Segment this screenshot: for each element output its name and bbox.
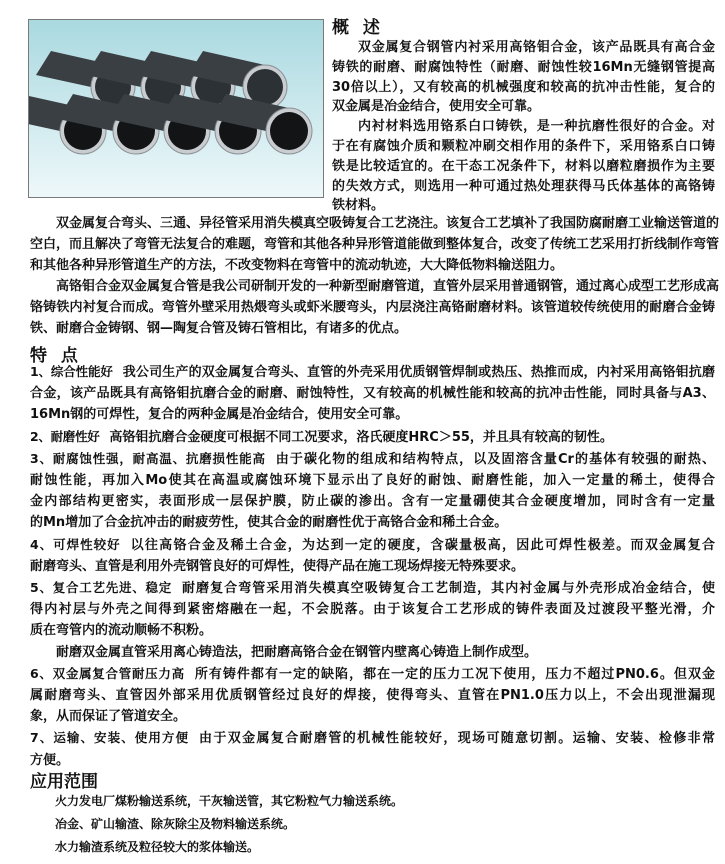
feature-item-line: 16Mn钢的可焊性，复合的两种金属是冶金结合，使用安全可靠。	[30, 407, 409, 423]
application-item: 水力输渣系统及粒径较大的浆体输送。	[55, 840, 260, 854]
features-heading: 特 点	[30, 346, 82, 366]
feature-label: 6、双金属复合管耐压力高	[30, 665, 185, 681]
overview-line: 双金属复合弯头、三通、异径管采用消失模真空吸铸复合工艺浇注。该复合工艺填补了我国防腐耐磨工业输送管道的	[56, 216, 720, 231]
feature-item-line: 耐蚀性能，再加入Mo使其在高温或腐蚀环境下显示出了良好的耐蚀、耐磨性能，加入一定量的稀土，使得合	[30, 473, 715, 489]
feature-item-line	[30, 534, 715, 556]
overview-line: 30倍以上），又有较高的机械强度和较高的抗冲击性能，复合的	[332, 79, 715, 95]
overview-line: 空白，而且解决了弯管无法复合的难题，弯管和其他各种异形管道能做到整体复合，改变了传统工艺采用打折线制作弯管	[30, 237, 720, 252]
feature-item-line	[30, 426, 715, 448]
applications-heading: 应用范围	[30, 772, 98, 792]
overview-line: 高铬钼合金双金属复合管是我公司研制开发的一种新型耐磨管道，直管外层采用普通钢管，通过离心成型工艺形成高	[56, 279, 720, 294]
feature-text: 所有铸件都有一定的缺陷，都在一定的压力工况下使用，压力不超过PN0.6。但双金	[194, 666, 715, 682]
overview-heading: 概 述	[332, 18, 384, 38]
feature-item-line: 金内部结构更密实，表面形成一层保护膜，防止碳的渗出。含有一定量硼使其合金硬度增加，同时含有一定量	[30, 494, 715, 510]
feature-item-line: 得内衬层与外壳之间得到紧密熔融在一起，不会脱落。由于该复合工艺形成的铸件表面及过渡段平整光滑，介	[30, 602, 715, 618]
overview-line: 铁是比较适宜的。在干态工况条件下，材料以磨粒磨损作为主要	[332, 158, 715, 174]
feature-item-line	[30, 448, 715, 470]
overview-line: 铁材料。	[332, 198, 385, 214]
application-item: 火力发电厂煤粉输送系统，干灰输送管，其它粉粒气力输送系统。	[55, 794, 404, 808]
overview-text	[332, 38, 715, 216]
overview-line: 和其他各种异形管道生产的方法，不改变物料在弯管中的流动轨迹，大大降低物料输送阻力。	[30, 258, 564, 273]
feature-text: 由于双金属复合耐磨管的机械性能较好，现场可随意切割。运输、安装、检修非常	[199, 731, 715, 747]
feature-label: 4、可焊性较好	[30, 536, 121, 552]
overview-line: 铬铸铁内衬复合而成。弯管外壁采用热煨弯头或虾米腰弯头，内层浇注高铬耐磨材料。该管道较传统使用的耐磨合金铸	[30, 300, 715, 315]
overview-line: 双金属是冶金结合，使用安全可靠。	[332, 99, 541, 115]
feature-item-line: 方便。	[30, 752, 70, 768]
overview-full-text	[30, 213, 720, 339]
feature-text: 耐磨复合弯管采用消失模真空吸铸复合工艺制造，其内衬金属与外壳形成冶金结合，使	[182, 581, 715, 597]
features-list	[30, 361, 715, 771]
feature-item-line: 合金，该产品既具有高铬钼抗磨合金的耐磨、耐蚀特性，又有较高的机械性能和较高的抗冲击性能，同时具备与A3、	[30, 386, 715, 402]
overview-line: 的失效方式，则选用一种可通过热处理获得马氏体基体的高铬铸	[332, 178, 715, 194]
overview-line: 于在有腐蚀介质和颗粒冲刷交相作用的条件下，采用铬系白口铸	[332, 138, 715, 154]
feature-text: 高铬钼抗磨合金硬度可根据不同工况要求，洛氏硬度HRC＞55，并且具有较高的韧性。	[109, 429, 613, 445]
feature-label: 3、耐腐蚀性强，耐高温、抗磨损性能高	[30, 450, 266, 466]
overview-line: 铸铁的耐磨、耐腐蚀特性（耐磨、耐蚀性较16Mn无缝钢管提高	[332, 59, 715, 75]
product-photo-bimetal-pipes	[28, 19, 324, 198]
overview-line: 铁、耐磨合金铸钢、钢—陶复合管及铸石管相比，有诸多的优点。	[30, 321, 408, 336]
feature-label: 1、综合性能好	[30, 364, 113, 379]
feature-note: 耐磨双金属直管采用离心铸造法，把耐磨高铬合金在钢管内壁离心铸造上制作成型。	[56, 644, 538, 660]
feature-item-line: 属耐磨弯头、直管因外部采用优质钢管经过良好的焊接，使得弯头、直管在PN1.0压力以上，不会出现泄漏现	[30, 688, 715, 704]
feature-text: 以往高铬合金及稀土合金，为达到一定的硬度，含碳量极高，因此可焊性极差。而双金属复合	[130, 537, 715, 553]
application-item: 冶金、矿山输渣、除灰除尘及物料输送系统。	[55, 817, 296, 831]
feature-item-line	[30, 663, 715, 685]
feature-item-line: 象，从而保证了管道安全。	[30, 709, 187, 725]
overview-line: 内衬材料选用铬系白口铸铁，是一种抗磨性很好的合金。对	[358, 119, 715, 135]
feature-text: 由于碳化物的组成和结构特点，以及固溶含量Cr的基体有较强的耐热、	[275, 451, 715, 467]
feature-item-line	[30, 727, 715, 749]
applications-list	[55, 790, 403, 859]
pipe-stack-illustration	[29, 20, 324, 198]
feature-label: 7、运输、安装、使用方便	[30, 730, 190, 746]
feature-item-line: 质在弯管内的流动顺畅不积粉。	[30, 623, 213, 639]
feature-label: 5、复合工艺先进、稳定	[30, 580, 172, 596]
feature-item-line	[30, 361, 715, 383]
feature-item-line: 的Mn增加了合金抗冲击的耐疲劳性，使其合金的耐磨性优于高铬合金和稀土合金。	[30, 515, 508, 531]
feature-label: 2、耐磨性好	[30, 428, 100, 444]
feature-text: 我公司生产的双金属复合弯头、直管的外壳采用优质钢管焊制或热压、热推而成，内衬采用高铬钼抗磨	[122, 365, 715, 380]
overview-line: 双金属复合钢管内衬采用高铬钼合金，该产品既具有高合金	[358, 40, 715, 55]
feature-item-line: 耐磨弯头、直管是利用外壳钢管良好的可焊性，使得产品在施工现场焊接无特殊要求。	[30, 558, 525, 574]
feature-item-line	[30, 577, 715, 599]
